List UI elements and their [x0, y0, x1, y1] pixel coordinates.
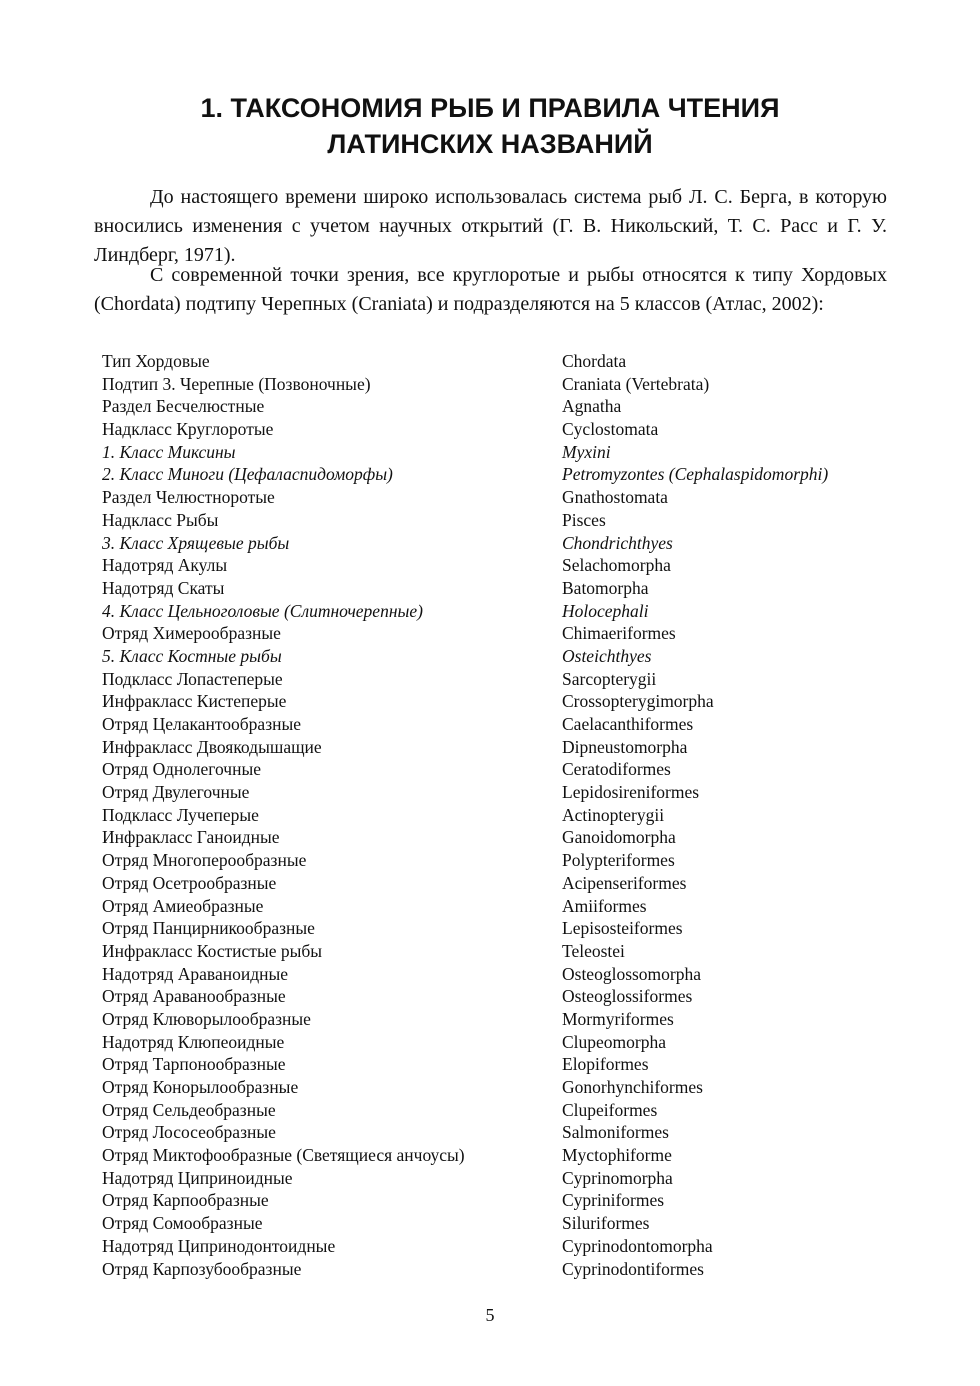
taxon-latin-name: Selachomorpha — [562, 555, 671, 576]
taxonomy-row — [102, 554, 902, 577]
taxon-latin-name: Cypriniformes — [562, 1190, 665, 1211]
taxon-latin-name: Craniata (Vertebrata) — [562, 373, 710, 394]
taxon-russian-name: Раздел Бесчелюстные — [102, 396, 265, 417]
taxonomy-row — [102, 350, 902, 373]
taxonomy-row — [102, 1212, 902, 1235]
taxon-latin-name: Amiiformes — [562, 895, 647, 916]
taxonomy-row — [102, 895, 902, 918]
taxon-latin-name: Acipenseriformes — [562, 872, 687, 893]
taxon-russian-name: Отряд Осетрообразные — [102, 872, 277, 893]
taxon-russian-name: Надкласс Рыбы — [102, 509, 219, 530]
taxon-russian-name: Отряд Клюворылообразные — [102, 1008, 311, 1029]
taxonomy-row — [102, 509, 902, 532]
taxonomy-row — [102, 758, 902, 781]
taxon-latin-name: Lepidosireniformes — [562, 782, 700, 803]
title-line-1: 1. ТАКСОНОМИЯ РЫБ И ПРАВИЛА ЧТЕНИЯ — [200, 93, 780, 123]
taxon-latin-name: Lepisosteiformes — [562, 918, 683, 939]
taxon-latin-name: Ganoidomorpha — [562, 827, 676, 848]
taxon-russian-name: Отряд Миктофообразные (Светящиеся анчоусы) — [102, 1145, 465, 1166]
taxonomy-row — [102, 1167, 902, 1190]
taxon-latin-name: Elopiformes — [562, 1054, 649, 1075]
taxon-russian-name: Подкласс Лопастеперые — [102, 668, 283, 689]
taxonomy-row — [102, 1144, 902, 1167]
taxon-latin-name: Osteichthyes — [562, 645, 652, 666]
taxon-russian-name: Отряд Карпообразные — [102, 1190, 269, 1211]
taxonomy-row — [102, 1031, 902, 1054]
taxon-latin-name: Chondrichthyes — [562, 532, 673, 553]
taxon-latin-name: Osteoglossomorpha — [562, 963, 702, 984]
taxon-latin-name: Myxini — [562, 441, 611, 462]
taxon-latin-name: Osteoglossiformes — [562, 986, 693, 1007]
taxon-russian-name: Инфракласс Костистые рыбы — [102, 940, 323, 961]
taxon-russian-name: Раздел Челюстноротые — [102, 487, 275, 508]
taxon-russian-name: Отряд Целакантообразные — [102, 714, 301, 734]
taxon-latin-name: Cyprinomorpha — [562, 1167, 673, 1188]
classification-paragraph: С современной точки зрения, все круглоротые и рыбы относятся к типу Хордовых (Chordata) подтипу Черепных (Craniata) и подразделяются на 5 классов (Атлас, 2002): — [94, 264, 887, 315]
taxon-latin-name: Polypteriformes — [562, 850, 675, 871]
taxon-russian-name: 4. Класс Цельноголовые (Слитночерепные) — [102, 600, 423, 621]
taxonomy-table — [102, 350, 902, 1280]
taxon-russian-name: 2. Класс Миноги (Цефаласпидоморфы) — [102, 464, 393, 485]
taxon-russian-name: Отряд Карпозубообразные — [102, 1258, 302, 1279]
taxonomy-row — [102, 804, 902, 827]
taxon-latin-name: Siluriformes — [562, 1213, 650, 1234]
taxon-latin-name: Gonorhynchiformes — [562, 1077, 703, 1097]
taxon-russian-name: Надотряд Скаты — [102, 577, 225, 598]
taxon-russian-name: Отряд Сомообразные — [102, 1213, 263, 1234]
taxon-latin-name: Holocephali — [562, 600, 649, 621]
taxonomy-row — [102, 463, 902, 486]
taxonomy-row — [102, 668, 902, 691]
taxon-russian-name: Отряд Амиеобразные — [102, 895, 264, 916]
taxon-latin-name: Salmoniformes — [562, 1122, 669, 1143]
taxon-russian-name: Инфракласс Двоякодышащие — [102, 736, 322, 757]
taxon-latin-name: Chimaeriformes — [562, 623, 676, 644]
taxonomy-row — [102, 1258, 902, 1281]
taxon-russian-name: Отряд Сельдеобразные — [102, 1099, 276, 1120]
taxon-latin-name: Petromyzontes (Cephalaspidomorphi) — [562, 464, 829, 485]
taxonomy-row — [102, 690, 902, 713]
taxonomy-row — [102, 532, 902, 555]
taxonomy-row — [102, 622, 902, 645]
taxon-latin-name: Agnatha — [562, 396, 622, 417]
taxon-latin-name: Actinopterygii — [562, 804, 665, 825]
taxon-latin-name: Batomorpha — [562, 577, 649, 598]
page-title — [0, 90, 980, 162]
taxonomy-row — [102, 418, 902, 441]
taxon-russian-name: Инфракласс Ганоидные — [102, 827, 280, 848]
taxon-latin-name: Mormyriformes — [562, 1008, 674, 1029]
taxon-russian-name: 1. Класс Миксины — [102, 441, 236, 462]
taxonomy-row — [102, 395, 902, 418]
taxonomy-row — [102, 985, 902, 1008]
taxonomy-row — [102, 849, 902, 872]
taxon-russian-name: 3. Класс Хрящевые рыбы — [102, 532, 290, 553]
taxonomy-row — [102, 736, 902, 759]
taxonomy-row — [102, 600, 902, 623]
taxonomy-row — [102, 373, 902, 396]
taxon-latin-name: Myctophiforme — [562, 1145, 672, 1166]
taxonomy-row — [102, 1008, 902, 1031]
taxonomy-row — [102, 826, 902, 849]
taxonomy-row — [102, 645, 902, 668]
taxonomy-row — [102, 486, 902, 509]
taxon-latin-name: Caelacanthiformes — [562, 714, 694, 734]
taxon-russian-name: 5. Класс Костные рыбы — [102, 645, 282, 666]
taxon-russian-name: Надотряд Ципринодонтоидные — [102, 1235, 336, 1256]
taxon-russian-name: Отряд Конорылообразные — [102, 1077, 299, 1097]
taxon-latin-name: Clupeiformes — [562, 1099, 658, 1120]
taxon-russian-name: Надотряд Циприноидные — [102, 1167, 293, 1188]
taxon-russian-name: Отряд Лососеобразные — [102, 1122, 276, 1143]
taxon-latin-name: Cyprinodontiformes — [562, 1258, 704, 1279]
taxon-latin-name: Pisces — [562, 509, 606, 530]
taxon-latin-name: Cyclostomata — [562, 419, 659, 440]
taxon-russian-name: Надотряд Клюпеоидные — [102, 1031, 285, 1052]
intro-paragraph: До настоящего времени широко использовалась система рыб Л. С. Берга, в которую вносились изменения с учетом научных открытий (Г. В. Никольский, Т. С. Расс и Г. У. Линдберг, 1971). — [94, 186, 887, 266]
taxonomy-row — [102, 872, 902, 895]
taxon-russian-name: Надкласс Круглоротые — [102, 419, 274, 440]
taxon-russian-name: Подкласс Лучеперые — [102, 804, 259, 825]
taxonomy-row — [102, 713, 902, 736]
taxon-russian-name: Надотряд Акулы — [102, 555, 228, 576]
taxon-latin-name: Teleostei — [562, 940, 625, 961]
taxonomy-row — [102, 940, 902, 963]
taxon-russian-name: Инфракласс Кистеперые — [102, 691, 287, 712]
page-number: 5 — [485, 1305, 495, 1325]
taxon-latin-name: Cyprinodontomorpha — [562, 1235, 713, 1256]
taxonomy-row — [102, 1053, 902, 1076]
taxonomy-row — [102, 577, 902, 600]
taxon-latin-name: Crossopterygimorpha — [562, 691, 714, 712]
taxonomy-row — [102, 1099, 902, 1122]
taxon-russian-name: Тип Хордовые — [102, 351, 210, 371]
taxon-latin-name: Gnathostomata — [562, 487, 668, 508]
taxon-russian-name: Отряд Многоперообразные — [102, 850, 307, 871]
taxon-russian-name: Отряд Араванообразные — [102, 986, 286, 1007]
taxon-russian-name: Отряд Однолегочные — [102, 759, 262, 780]
taxonomy-row — [102, 1235, 902, 1258]
taxonomy-row — [102, 1076, 902, 1099]
taxonomy-row — [102, 781, 902, 804]
taxon-russian-name: Отряд Двулегочные — [102, 782, 250, 803]
taxon-russian-name: Подтип 3. Черепные (Позвоночные) — [102, 373, 371, 394]
taxon-russian-name: Надотряд Араваноидные — [102, 963, 288, 984]
taxon-russian-name: Отряд Панцирникообразные — [102, 918, 315, 939]
taxon-russian-name: Отряд Химерообразные — [102, 623, 281, 644]
taxon-latin-name: Clupeomorpha — [562, 1031, 667, 1052]
taxon-latin-name: Sarcopterygii — [562, 668, 657, 689]
title-line-2: ЛАТИНСКИХ НАЗВАНИЙ — [327, 129, 653, 159]
taxon-russian-name: Отряд Тарпонообразные — [102, 1054, 286, 1075]
taxon-latin-name: Dipneustomorpha — [562, 736, 688, 757]
taxonomy-row — [102, 917, 902, 940]
taxonomy-row — [102, 1121, 902, 1144]
taxonomy-row — [102, 963, 902, 986]
taxon-latin-name: Ceratodiformes — [562, 759, 671, 780]
taxonomy-row — [102, 1189, 902, 1212]
taxon-latin-name: Chordata — [562, 351, 627, 371]
taxonomy-row — [102, 441, 902, 464]
